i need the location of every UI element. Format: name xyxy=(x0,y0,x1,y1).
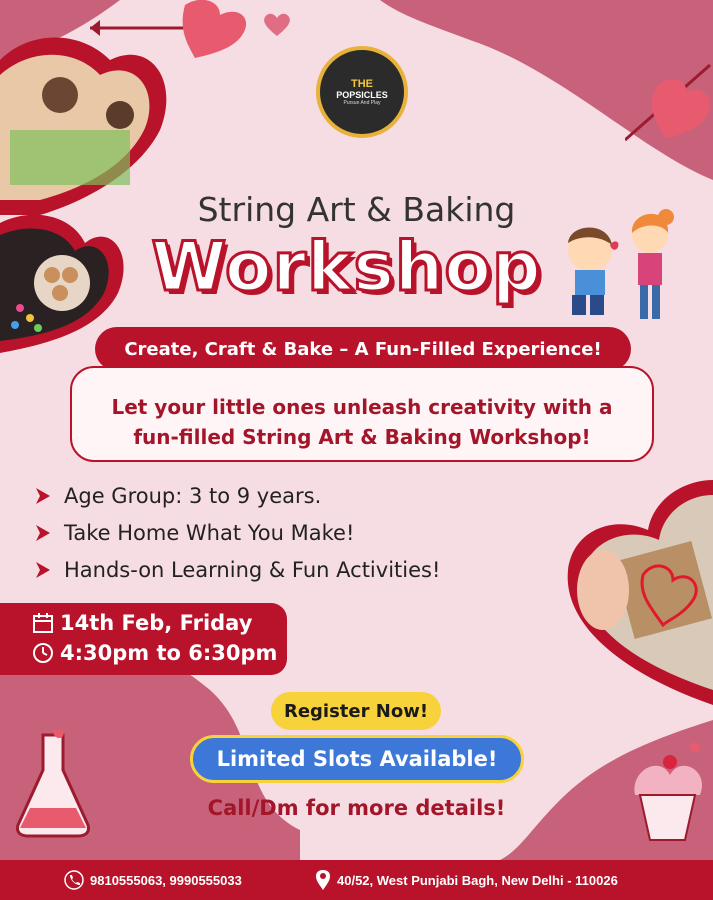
arrow-heart-top-icon xyxy=(90,0,250,60)
intro-box xyxy=(70,366,654,462)
logo-line1: THE xyxy=(351,78,373,90)
cartoon-kids-illustration xyxy=(550,205,690,325)
register-label: Register Now! xyxy=(283,700,429,722)
clock-icon xyxy=(32,642,54,664)
small-heart-icon xyxy=(262,12,292,38)
intro-line1: Let your little ones unleash creativity with a xyxy=(111,395,613,419)
footer-phone[interactable]: 9810555063, 9990555033 xyxy=(90,872,242,888)
arrow-heart-right-icon xyxy=(625,60,713,150)
event-datetime-box xyxy=(0,603,287,675)
bullet-text: Take Home What You Make! xyxy=(64,521,355,545)
title-line1: String Art & Baking xyxy=(197,190,516,229)
phone-icon xyxy=(64,870,84,890)
bullet-item xyxy=(36,521,354,545)
photo-heart-string-art xyxy=(513,480,713,710)
bullet-text: Hands-on Learning & Fun Activities! xyxy=(64,558,441,582)
register-button[interactable] xyxy=(271,692,441,730)
location-pin-icon xyxy=(315,869,331,891)
bullet-arrow-icon xyxy=(36,562,50,578)
title-workshop: Workshop xyxy=(151,228,542,307)
bullet-item xyxy=(36,484,321,508)
contact-prompt: Call/Dm for more details! xyxy=(207,796,506,820)
limited-slots-label: Limited Slots Available! xyxy=(216,747,498,771)
bullet-item xyxy=(36,558,440,582)
brand-logo xyxy=(316,46,408,138)
bullet-arrow-icon xyxy=(36,525,50,541)
tagline-text: Create, Craft & Bake – A Fun-Filled Experience! xyxy=(124,338,602,360)
bullet-arrow-icon xyxy=(36,488,50,504)
calendar-icon xyxy=(32,612,54,634)
limited-slots-badge[interactable] xyxy=(190,735,524,783)
logo-line2: POPSICLES xyxy=(336,90,388,100)
cupcake-icon xyxy=(620,740,710,850)
event-time: 4:30pm to 6:30pm xyxy=(60,641,278,665)
footer-bar xyxy=(0,860,713,900)
logo-tagline: Pursue And Play xyxy=(343,100,381,106)
tagline-banner xyxy=(95,327,631,371)
bullet-text: Age Group: 3 to 9 years. xyxy=(64,484,322,508)
footer-address: 40/52, West Punjabi Bagh, New Delhi - 110026 xyxy=(337,872,618,888)
intro-line2: fun-filled String Art & Baking Workshop! xyxy=(133,425,591,449)
flask-icon xyxy=(8,730,98,840)
event-date: 14th Feb, Friday xyxy=(60,611,253,635)
